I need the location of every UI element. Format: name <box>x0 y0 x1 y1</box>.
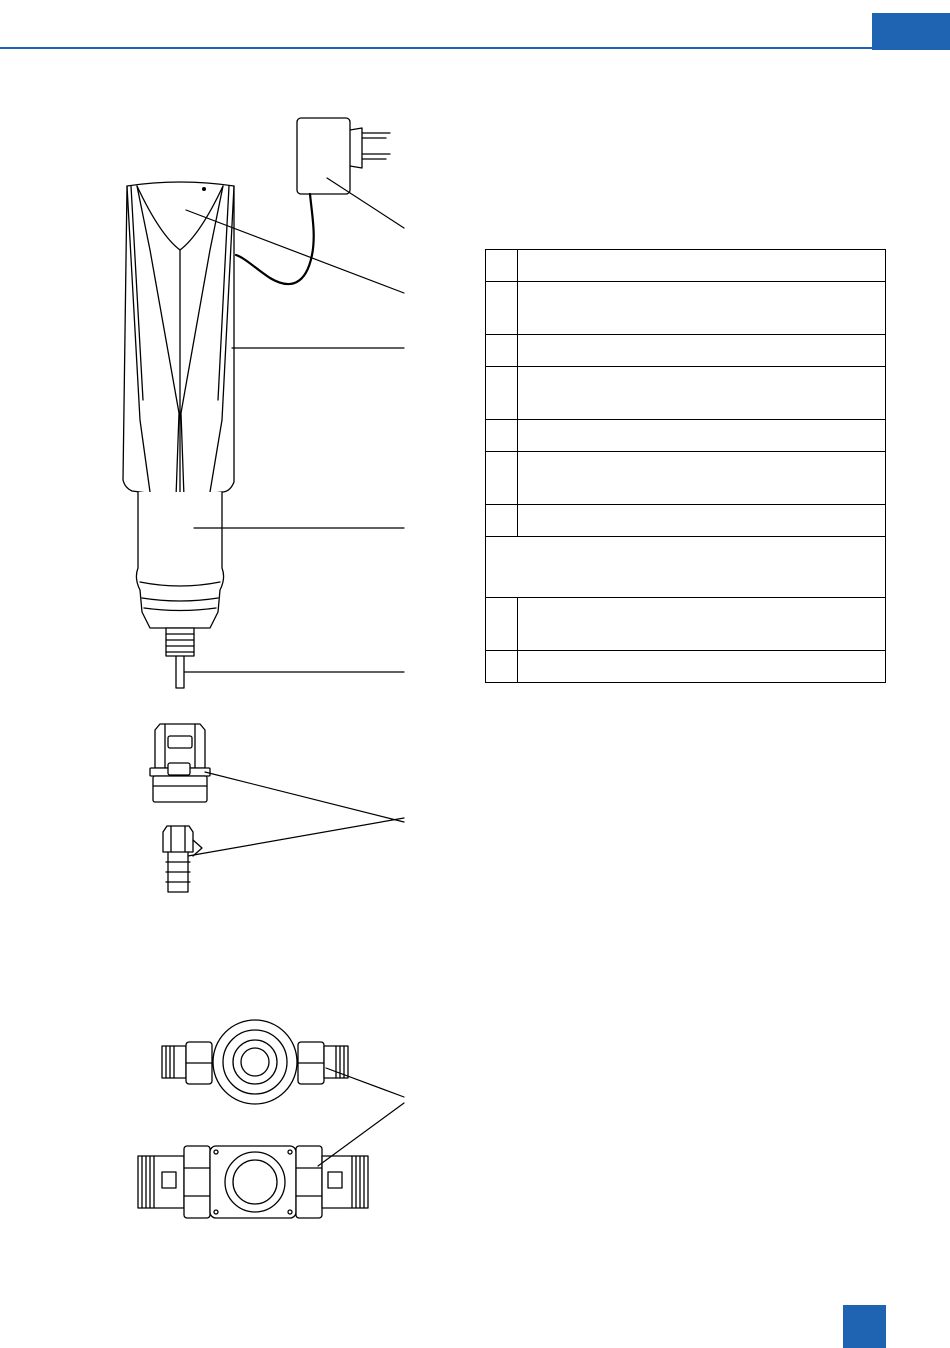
table-cell-text <box>518 651 886 683</box>
table-cell-text <box>518 420 886 452</box>
table-row <box>486 452 886 505</box>
table-row <box>486 651 886 683</box>
table-row <box>486 367 886 420</box>
table-cell-num <box>486 420 518 452</box>
table-row <box>486 335 886 367</box>
table-row <box>486 505 886 537</box>
table-cell-text <box>518 598 886 651</box>
table-row <box>486 282 886 335</box>
table-cell-num <box>486 505 518 537</box>
table-cell-num <box>486 282 518 335</box>
pipe-flange-icon <box>138 1020 368 1218</box>
table-cell-num <box>486 598 518 651</box>
page-number-box <box>843 1305 886 1348</box>
table-row <box>486 250 886 282</box>
table-cell-text <box>518 505 886 537</box>
legend-table <box>485 249 886 683</box>
table-cell-text <box>518 250 886 282</box>
table-cell-num <box>486 335 518 367</box>
table-cell-num <box>486 250 518 282</box>
table-cell-text <box>518 367 886 420</box>
table-row <box>486 598 886 651</box>
table-cell-text <box>518 335 886 367</box>
table-section-row <box>486 537 886 598</box>
table-cell-text <box>518 282 886 335</box>
table-row <box>486 420 886 452</box>
table-cell-text <box>518 452 886 505</box>
table-cell-num <box>486 651 518 683</box>
plug-adapter-icon <box>297 118 390 194</box>
filter-unit-icon <box>123 182 234 688</box>
table-section-cell <box>486 537 886 598</box>
table-cell-num <box>486 452 518 505</box>
cable-icon <box>236 194 314 284</box>
table-cell-num <box>486 367 518 420</box>
hose-connector-icon <box>150 724 210 892</box>
